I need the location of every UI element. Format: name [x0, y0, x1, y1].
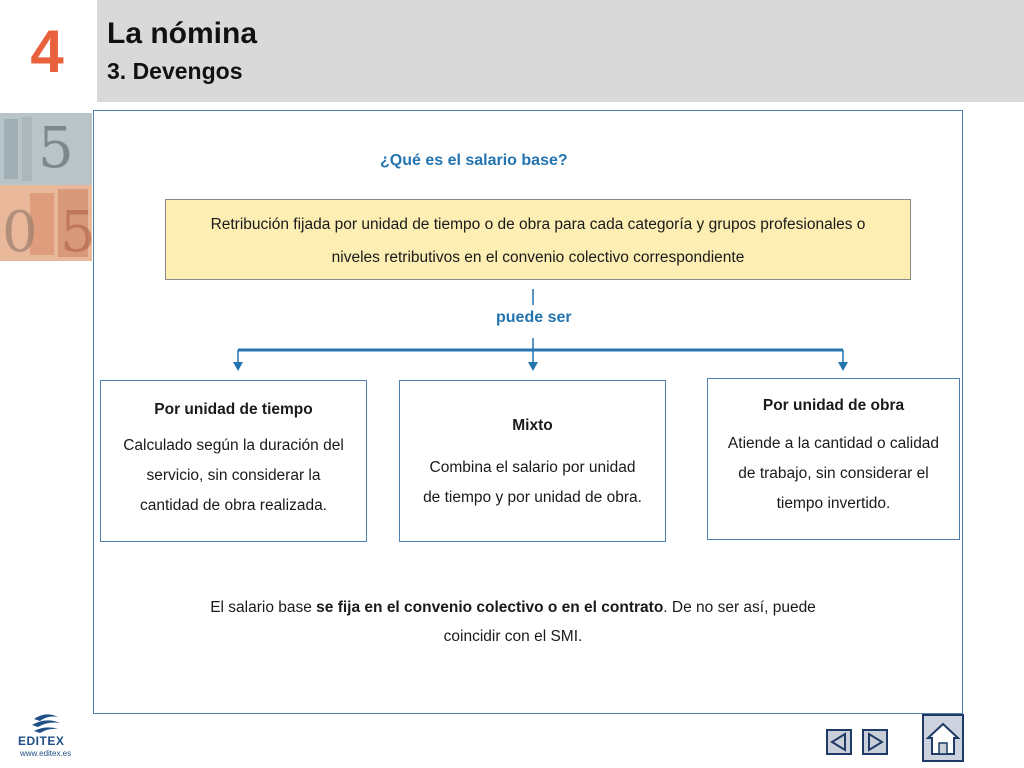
card-text: tiempo invertido. [776, 495, 891, 512]
connector-label: puede ser [496, 309, 572, 326]
footer-line: coincidir con el SMI. [443, 628, 583, 645]
arrow-left-head [233, 362, 243, 371]
card-por-unidad-de-tiempo [100, 380, 367, 542]
chapter-number: 4 [30, 18, 64, 85]
svg-text:5: 5 [38, 116, 74, 181]
card-text: Atiende a la cantidad o calidad [727, 435, 940, 452]
home-button[interactable] [922, 714, 964, 762]
logo-name: EDITEX [18, 734, 65, 748]
previous-slide-button[interactable] [826, 729, 852, 755]
card-text: de tiempo y por unidad de obra. [423, 489, 642, 506]
card-title: Por unidad de tiempo [154, 401, 313, 418]
svg-text:0: 0 [2, 200, 38, 265]
footer-bold-text: se fija en el convenio colectivo o en el contrato [316, 599, 664, 616]
question-heading: ¿Qué es el salario base? [380, 152, 568, 169]
editex-logo-icon [18, 713, 78, 735]
next-slide-button[interactable] [862, 729, 888, 755]
arrow-right-head [838, 362, 848, 371]
arrow-left-icon [828, 731, 850, 753]
definition-line: niveles retributivos en el convenio colectivo correspondiente [331, 249, 745, 266]
card-title: Por unidad de obra [762, 397, 905, 414]
footer-line [170, 593, 856, 622]
card-text: Combina el salario por unidad [429, 459, 636, 476]
card-por-unidad-de-obra [707, 378, 960, 540]
card-text: Calculado según la duración del [123, 437, 344, 454]
card-text: cantidad de obra realizada. [140, 497, 327, 514]
arrow-right-icon [864, 731, 886, 753]
home-icon [924, 716, 962, 760]
footer-text: . De no ser así, puede [663, 599, 816, 616]
card-text: servicio, sin considerar la [146, 467, 321, 484]
card-title: Mixto [512, 417, 553, 434]
logo-url: www.editex.es [20, 749, 72, 758]
card-text: de trabajo, sin considerar el [738, 465, 929, 482]
svg-text:5: 5 [60, 200, 96, 265]
page-subtitle: 3. Devengos [107, 58, 243, 84]
page-title: La nómina [107, 17, 258, 50]
footer-text: El salario base [210, 599, 317, 616]
footer-note [170, 593, 856, 651]
arrow-mid-head [528, 362, 538, 371]
definition-line: Retribución fijada por unidad de tiempo o de obra para cada categoría y grupos profesionales o [210, 216, 866, 233]
card-mixto [399, 380, 666, 542]
